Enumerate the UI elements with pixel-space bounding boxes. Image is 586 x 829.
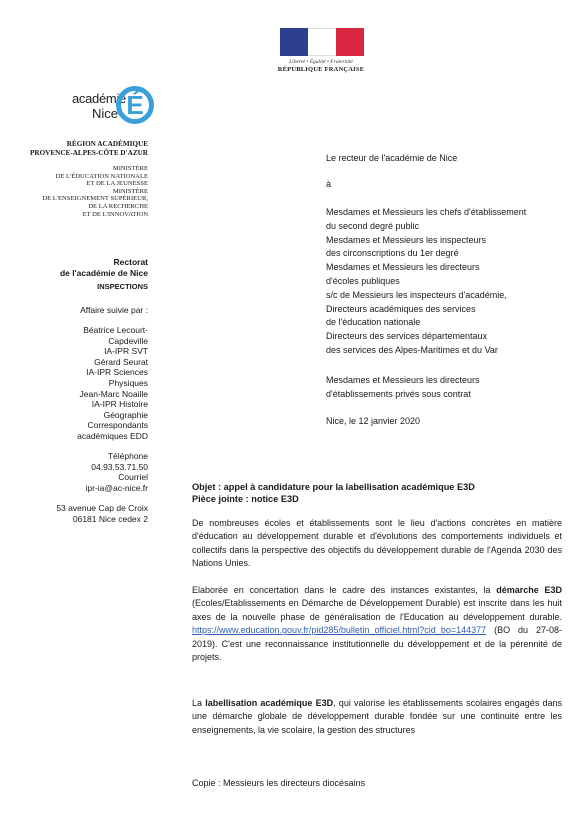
academie-e-icon: É: [116, 86, 154, 124]
contact-list: [20, 325, 148, 442]
letter-sender: Le recteur de l'académie de Nice: [326, 153, 458, 163]
postal-address: 53 avenue Cap de Croix 06181 Nice cedex 2: [56, 503, 148, 524]
recipient-a: à: [326, 179, 332, 189]
recipient-line: de l'éducation nationale: [326, 317, 421, 328]
email-address[interactable]: ipr-ia@ac-nice.fr: [85, 482, 148, 493]
recipient-line: d'écoles publiques: [326, 275, 400, 286]
recipient-line: Mesdames et Messieurs les chefs d'établissement: [326, 207, 527, 217]
contact-line: Géographie: [103, 409, 148, 420]
marianne-flag-icon: [280, 28, 364, 56]
bulletin-officiel-link[interactable]: https://www.education.gouv.fr/pid285/bulletin_officiel.html?cid_bo=144377: [192, 625, 487, 636]
demarche-e3d-emphasis: démarche E3D: [496, 585, 563, 595]
letter-date: Nice, le 12 janvier 2020: [326, 416, 421, 426]
email-label: Courriel: [118, 472, 148, 483]
ministeres: MINISTÈRE DE L'ÉDUCATION NATIONALE ET DE LA JEUNESSE MINISTÈRE DE L'ENSEIGNEMENT SUPÉRIEUR, DE LA RECHERCHE ET DE L'INNOVATION: [42, 165, 148, 218]
letter-subject: [192, 482, 475, 505]
contact-line: Physiques: [108, 377, 148, 388]
contact-line: Correspondants: [87, 420, 148, 431]
recipient-line: du second degré public: [326, 220, 420, 231]
recipient-line: des services des Alpes-Maritimes et du Var: [326, 344, 498, 355]
contact-line: IA-IPR Histoire: [91, 399, 148, 410]
region-academique: RÉGION ACADÉMIQUE PROVENCE-ALPES-CÔTE D'AZUR: [29, 140, 148, 157]
contact-line: Béatrice Lecourt-: [83, 325, 148, 335]
recipient-list: [326, 206, 526, 358]
subject-line: Objet : appel à candidature pour la labellisation académique E3D: [192, 482, 475, 492]
republique-motto: Liberté • Égalité • Fraternité: [289, 59, 353, 65]
contact-line: académiques EDD: [77, 430, 148, 441]
telephone-block: [20, 451, 148, 493]
recipient-line: Directeurs académiques des services: [326, 303, 476, 314]
labellisation-emphasis: labellisation académique E3D: [205, 698, 334, 708]
academie-logo-word: académie: [72, 91, 126, 106]
contact-line: IA-IPR SVT: [104, 346, 148, 357]
recipient-line: Mesdames et Messieurs les inspecteurs: [326, 234, 487, 245]
recipient-line: Directeurs des services départementaux: [326, 331, 488, 342]
contact-line: IA-IPR Sciences: [86, 367, 148, 378]
contact-line: Jean-Marc Noaille: [79, 388, 148, 399]
rectorat: Rectorat de l'académie de Nice: [59, 257, 148, 278]
attachment-line: Pièce jointe : notice E3D: [192, 493, 299, 504]
paragraph-3: La labellisation académique E3D, qui valorise les établissements scolaires engagés dans une démarche globale de développement durable fondée sur une continuité entre les enseignements, la vie scolaire, la gestion des structures: [192, 698, 563, 735]
republique-francaise-logo: [276, 28, 366, 73]
contact-line: Gérard Seurat: [94, 356, 148, 367]
copy-to: Copie : Messieurs les directeurs diocésains: [192, 778, 366, 788]
service-name: INSPECTIONS: [97, 282, 148, 291]
affaire-suivie-label: Affaire suivie par :: [80, 305, 148, 315]
recipient-line: des circonscriptions du 1er degré: [326, 248, 459, 259]
recipient-prive: Mesdames et Messieurs les directeurs d'établissements privés sous contrat: [326, 375, 480, 399]
academie-nice-logo: [72, 82, 162, 128]
recipient-line: Mesdames et Messieurs les directeurs: [326, 262, 480, 273]
paragraph-2: Elaborée en concertation dans le cadre des instances existantes, la démarche E3D (Ecoles/Etablissements en Démarche de Développement Durable) est inscrite dans les huit axes de la nouvelle phase de généralisation de l'Education au développement durable. https://www.education.gouv.fr/pid285/bulletin_officiel.html?cid_bo=144377 (BO du 27-08-2019). C'est une reconnaissance institutionnelle du développement et de la pérennité de projets.: [192, 585, 563, 663]
contact-line: Capdeville: [108, 335, 148, 346]
paragraph-1: De nombreuses écoles et établissements sont le lieu d'actions concrètes en matière d'éducation au développement durable et d'évolutions des comportements individuels et collectifs dans la perspective des objectifs du développement durable de l'Agenda 2030 des Nations Unies.: [192, 518, 562, 569]
telephone-number: 04.93.53.71.50: [91, 461, 148, 472]
telephone-label: Téléphone: [107, 451, 148, 461]
republique-name: RÉPUBLIQUE FRANÇAISE: [277, 66, 365, 73]
academie-logo-city: Nice: [92, 106, 119, 121]
recipient-line: s/c de Messieurs les inspecteurs d'académie,: [326, 289, 507, 300]
